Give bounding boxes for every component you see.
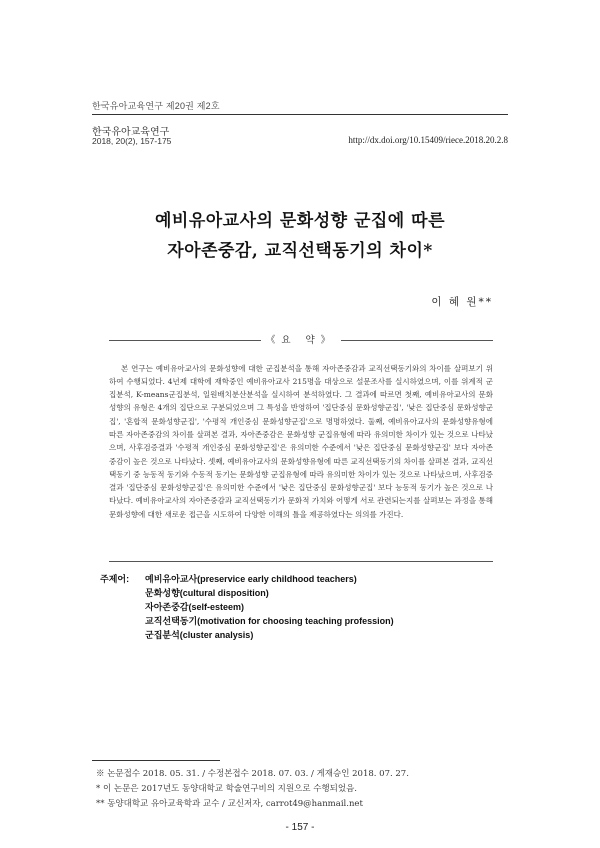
keyword-item: 교직선택동기(motivation for choosing teaching profession) — [145, 616, 394, 626]
keyword-item: 문화성향(cultural disposition) — [145, 588, 269, 598]
paper-title-line-2: 자아존중감, 교직선택동기의 차이* — [167, 241, 433, 261]
footnote-funding: * 이 논문은 2017년도 동양대학교 학술연구비의 지원으로 수행되었음. — [96, 784, 357, 794]
keywords-list — [145, 572, 394, 642]
keyword-item: 군집분석(cluster analysis) — [145, 630, 254, 640]
doi-link[interactable]: http://dx.doi.org/10.15409/riece.2018.20.2.8 — [348, 135, 508, 145]
journal-name: 한국유아교육연구 — [92, 127, 170, 138]
footnote-divider — [92, 760, 220, 761]
author-name: 이 혜 원** — [431, 296, 493, 308]
footnote-dates: ※ 논문접수 2018. 05. 31. / 수정본접수 2018. 07. 03. / 게재승인 2018. 07. 27. — [96, 769, 409, 779]
header-divider — [92, 114, 508, 115]
keyword-item: 자아존중감(self-esteem) — [145, 602, 244, 612]
footnote-affiliation: ** 동양대학교 유아교육학과 교수 / 교신저자, carrot49@hanmail.net — [96, 799, 363, 809]
citation-info: 2018, 20(2), 157-175 — [92, 136, 172, 146]
running-header: 한국유아교육연구 제20권 제2호 — [92, 101, 220, 111]
abstract-rule-right — [341, 340, 493, 341]
abstract-body: 본 연구는 예비유아교사의 문화성향에 대한 군집분석을 통해 자아존중감과 교직선택동기와의 차이를 살펴보기 위하여 수행되었다. 4년제 대학에 재학중인 예비유아교사 215명을 대상으로 설문조사를 실시하였으며, 이를 위계적 군집분석, K-means군집분석, 일원배치분산분석을 실시하여 분석하였다. 그 결과에 따르면 첫째, 예비유아교사의 문화성향의 유형은 4개의 집단으로 구분되었으며 그 특성을 반영하여 '집단중심 문화성향군집', '낮은 집단중심 문화성향군집', '혼합적 문화성향군집', '수평적 개인중심 문화성향군집'으로 명명하였다. 둘째, 예비유아교사의 문화성향유형에 따른 자아존중감의 차이를 살펴본 결과, 자아존중감은 문화성향 군집유형에 따라 유의미한 차이가 있는 것으로 나타났으며, 사후검증결과 '수평적 개인중심 문화성향군집'은 유의미한 수준에서 '낮은 집단중심 문화성향군집' 보다 자아존중감이 높은 것으로 나타났다. 셋째, 예비유아교사의 문화성향유형에 따른 교직선택동기의 차이를 살펴본 결과, 교직선택동기 중 능동적 동기와 수동적 동기는 문화성향 군집유형에 따라 유의미한 차이가 있는 것으로 나타났으며, 사후검증결과 '집단중심 문화성향군집'은 유의미한 수준에서 '낮은 집단중심 문화성향군집' 보다 능동적 동기가 높은 것으로 나타났다. 예비유아교사의 자아존중감과 교직선택동기가 문화적 가치와 어떻게 서로 관련되는지를 살펴보는 과정을 통해 문화성향에 대한 새로운 접근을 시도하여 다양한 이해의 틀을 제공하였다는 의의를 가진다. — [109, 363, 493, 519]
abstract-rule-left — [109, 340, 261, 341]
abstract-heading: 《요 약》 — [265, 335, 337, 346]
paper-title-line-1: 예비유아교사의 문화성향 군집에 따른 — [154, 211, 445, 231]
abstract-rule-bottom — [109, 561, 493, 562]
keyword-item: 예비유아교사(preservice early childhood teachers) — [145, 574, 357, 584]
page-number: - 157 - — [285, 822, 315, 833]
keywords-label: 주제어: — [100, 574, 130, 584]
